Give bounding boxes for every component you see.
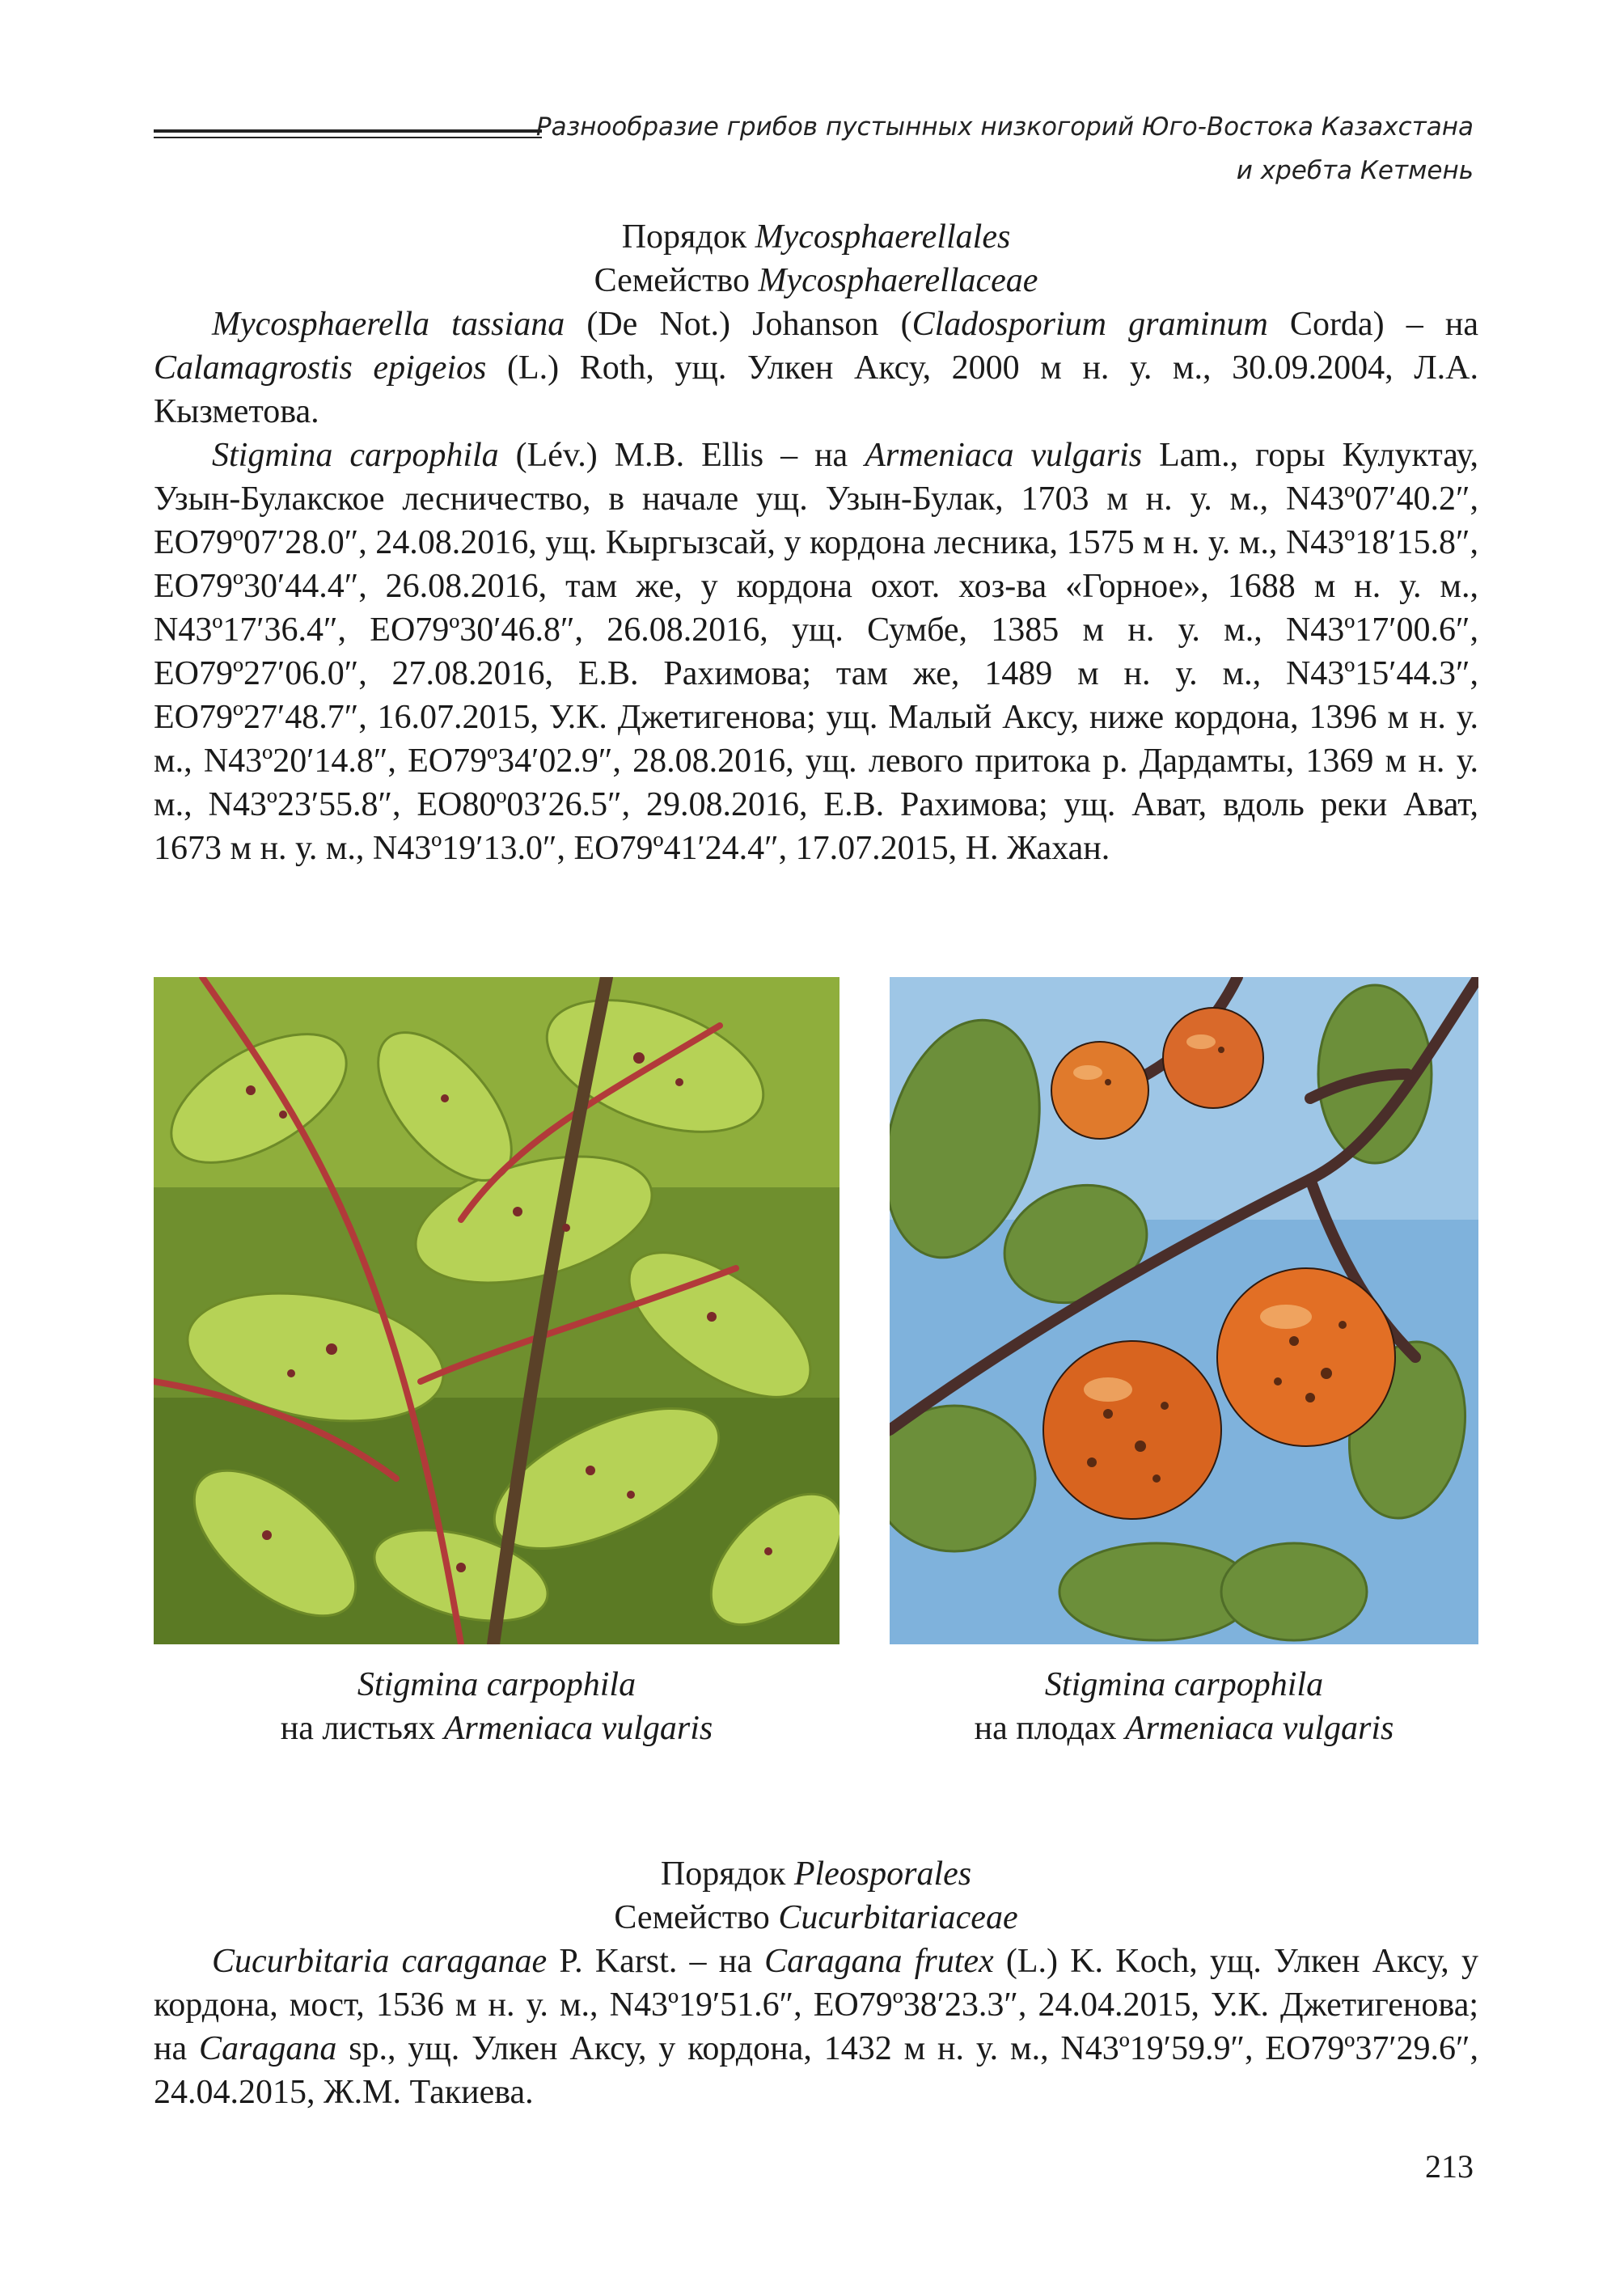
header-rule-thick — [154, 129, 542, 133]
order-label: Порядок — [621, 218, 747, 256]
entry-text: sp., ущ. Улкен Аксу, у кордона, 1432 м н. у. м., N43º19′59.9″, EO79º37′29.6″, 24.04.2015, Ж.М. Такиева. — [154, 2030, 1478, 2111]
species-entry — [154, 302, 1478, 434]
caption-host: Armeniaca vulgaris — [1124, 1710, 1394, 1747]
entry-text: (De Not.) Johanson ( — [565, 306, 912, 343]
synonym-name: Cladosporium graminum — [911, 306, 1268, 343]
species-name: Cucurbitaria caraganae — [212, 1943, 548, 1980]
entry-text: P. Karst. – на — [547, 1943, 765, 1980]
caption-species: Stigmina carpophila — [1044, 1666, 1324, 1703]
host-name: Calamagrostis epigeios — [154, 349, 487, 387]
order-name: Pleosporales — [793, 1855, 972, 1893]
host-name: Armeniaca vulgaris — [865, 437, 1143, 474]
order-name: Mycosphaerellales — [755, 218, 1011, 256]
running-header-line2: и хребта Кетмень — [1236, 156, 1474, 185]
photo-leaves — [154, 977, 839, 1644]
family-heading — [154, 259, 1478, 302]
leaves-illustration — [154, 977, 839, 1644]
family-heading — [154, 1896, 1478, 1940]
entry-text: (L.) Roth, ущ. Улкен Аксу, 2000 м н. у. м., 30.09.2004, Л.А. Кызметова. — [154, 349, 1479, 430]
section1-block — [154, 215, 1478, 870]
family-name: Mycosphaerellaceae — [758, 262, 1038, 299]
order-heading — [154, 215, 1478, 259]
host-name: Caragana frutex — [764, 1943, 994, 1980]
caption-prefix: на плодах — [974, 1710, 1125, 1747]
page-number: 213 — [1425, 2148, 1474, 2185]
caption-species: Stigmina carpophila — [357, 1666, 636, 1703]
running-header-line1: Разнообразие грибов пустынных низкогорий Юго-Востока Казахстана — [535, 112, 1474, 142]
species-name: Stigmina carpophila — [212, 437, 499, 474]
caption-host: Armeniaca vulgaris — [443, 1710, 713, 1747]
family-label: Семейство — [594, 262, 750, 299]
entry-text: (Lév.) M.B. Ellis – на — [498, 437, 865, 474]
section2-block — [154, 1852, 1478, 2114]
family-name: Cucurbitariaceae — [778, 1899, 1018, 1936]
caption-prefix: на листьях — [280, 1710, 444, 1747]
caption-fruits — [890, 1663, 1478, 1750]
species-entry — [154, 434, 1478, 870]
fruits-illustration — [890, 977, 1478, 1644]
order-heading — [154, 1852, 1478, 1896]
order-label: Порядок — [660, 1855, 786, 1893]
photo-fruits — [890, 977, 1478, 1644]
entry-text: Lam., горы Кулуктау, Узын-Булакское лесничество, в начале ущ. Узын-Булак, 1703 м н. у. м., N43º07′40.2″, EO79º07′28.0″, 24.08.2016, ущ. Кыргызсай, у кордона лесника, 1575 м н. у. м., N43º18′15.8″, EO79º30′44.4″, 26.08.2016, там же, у кордона охот. хоз-ва «Горное», 1688 м н. у. м., N43º17′36.4″, EO79º30′46.8″, 26.08.2016, ущ. Сумбе, 1385 м н. у. м., N43º17′00.6″, EO79º27′06.0″, 27.08.2016, Е.В. Рахимова; там же, 1489 м н. у. м., N43º15′44.3″, EO79º27′48.7″, 16.07.2015, У.К. Джетигенова; ущ. Малый Аксу, ниже кордона, 1396 м н. у. м., N43º20′14.8″, EO79º34′02.9″, 28.08.2016, ущ. левого притока р. Дардамты, 1369 м н. у. м., N43º23′55.8″, EO80º03′26.5″, 29.08.2016, Е.В. Рахимова; ущ. Ават, вдоль реки Ават, 1673 м н. у. м., N43º19′13.0″, EO79º41′24.4″, 17.07.2015, Н. Жахан. — [154, 437, 1479, 867]
family-label: Семейство — [614, 1899, 770, 1936]
entry-text: Corda) – на — [1267, 306, 1478, 343]
caption-leaves — [154, 1663, 839, 1750]
host-name: Caragana — [198, 2030, 337, 2067]
entry-text: (L.) K. Koch, ущ. Улкен Аксу, у кордона, мост, 1536 м н. у. м., N43º19′51.6″, EO79º38′23.3″, 24.04.2015, У.К. Джетигенова; на — [154, 1943, 1478, 2067]
species-name: Mycosphaerella tassiana — [212, 306, 565, 343]
header-rule-thin — [154, 137, 542, 138]
species-entry — [154, 1940, 1478, 2114]
